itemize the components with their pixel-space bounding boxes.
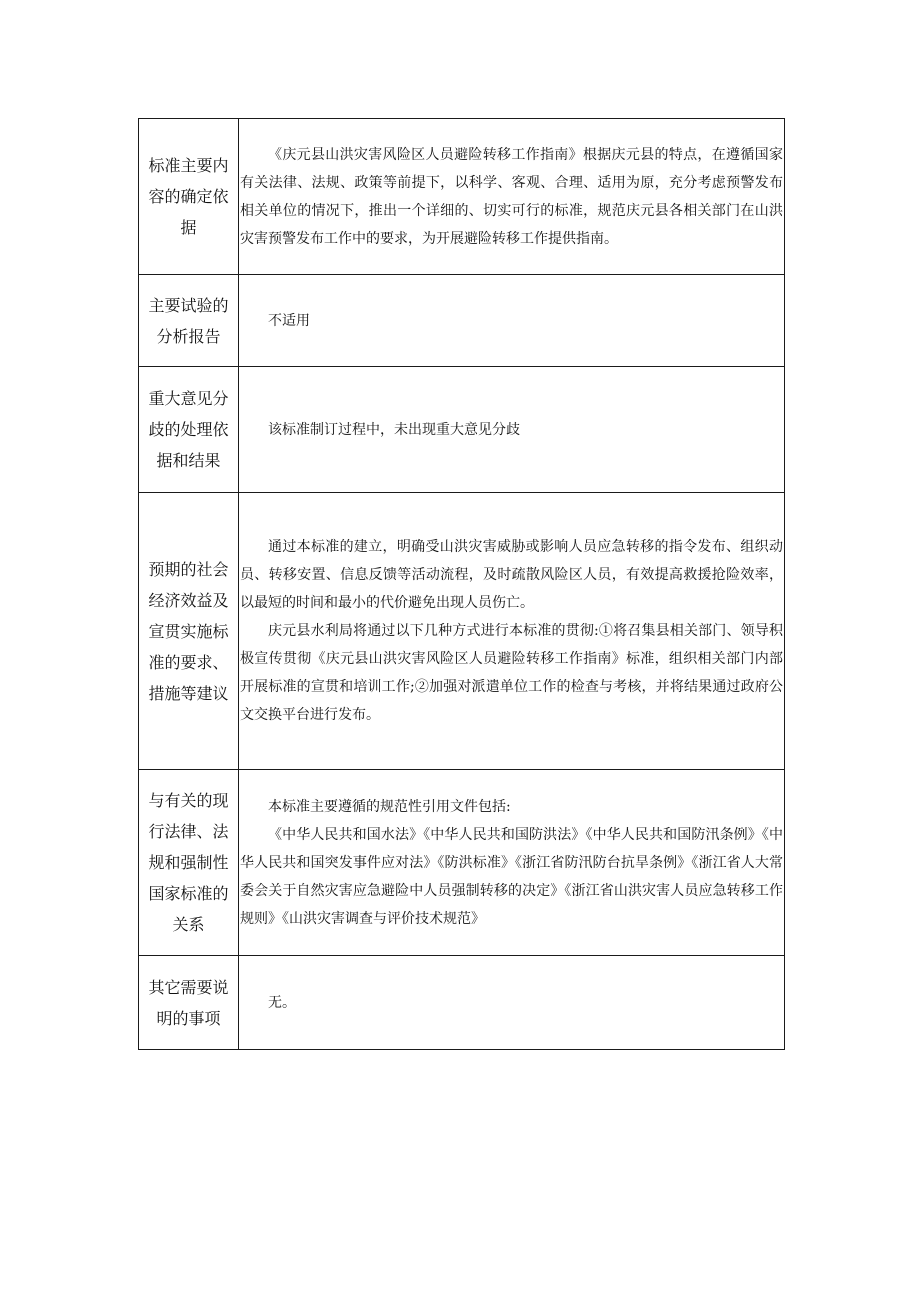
row-label: 与有关的现行法律、法规和强制性国家标准的关系 (148, 791, 229, 934)
content-paragraph: 不适用 (268, 312, 310, 329)
row-label-basis (139, 119, 239, 275)
table-row (139, 770, 785, 956)
row-label-benefits (139, 493, 239, 770)
row-label-relations (139, 770, 239, 956)
content-paragraph: 该标准制订过程中，未出现重大意见分歧 (268, 421, 520, 438)
document-table (138, 118, 785, 1050)
table-row (139, 119, 785, 275)
content-paragraph: 无。 (268, 994, 296, 1011)
content-paragraph: 通过本标准的建立，明确受山洪灾害威胁或影响人员应急转移的指令发布、组织动员、转移安置、信息反馈等活动流程，及时疏散风险区人员，有效提高救援抢险效率，以最短的时间和最小的代价避免出现人员伤亡。 (240, 539, 783, 611)
row-label: 其它需要说明的事项 (148, 977, 229, 1028)
row-label: 标准主要内容的确定依据 (148, 156, 229, 237)
content-paragraph: 《庆元县山洪灾害风险区人员避险转移工作指南》根据庆元县的特点，在遵循国家有关法律、法规、政策等前提下，以科学、客观、合理、适用为原，充分考虑预警发布相关单位的情况下，推出一个详细的、切实可行的标准，规范庆元县各相关部门在山洪灾害预警发布工作中的要求，为开展避险转移工作提供指南。 (240, 146, 783, 247)
row-content-other (239, 956, 785, 1050)
content-paragraph: 庆元县水利局将通过以下几种方式进行本标准的贯彻:①将召集县相关部门、领导积极宣传贯彻《庆元县山洪灾害风险区人员避险转移工作指南》标准，组织相关部门内部开展标准的宣贯和培训工作;②加强对派遣单位工作的检查与考核，并将结果通过政府公文交换平台进行发布。 (240, 623, 783, 723)
row-label-disagreement (139, 367, 239, 493)
content-paragraph: 本标准主要遵循的规范性引用文件包括: (268, 798, 511, 815)
row-label-other (139, 956, 239, 1050)
row-label: 预期的社会经济效益及宣贯实施标准的要求、措施等建议 (148, 559, 229, 703)
row-content-relations (239, 770, 785, 956)
table-row (139, 493, 785, 770)
row-label-test-report (139, 275, 239, 367)
row-content-benefits (239, 493, 785, 770)
row-content-basis (239, 119, 785, 275)
table-row (139, 367, 785, 493)
content-paragraph: 《中华人民共和国水法》《中华人民共和国防洪法》《中华人民共和国防汛条例》《中华人民共和国突发事件应对法》《防洪标准》《浙江省防汛防台抗旱条例》《浙江省人大常委会关于自然灾害应急避险中人员强制转移的决定》《浙江省山洪灾害人员应急转移工作规则》《山洪灾害调查与评价技术规范》 (240, 826, 783, 927)
row-content-test-report (239, 275, 785, 367)
row-content-disagreement (239, 367, 785, 493)
row-label: 重大意见分歧的处理依据和结果 (148, 389, 229, 470)
row-label: 主要试验的分析报告 (148, 295, 229, 346)
table-row (139, 956, 785, 1050)
table-row (139, 275, 785, 367)
